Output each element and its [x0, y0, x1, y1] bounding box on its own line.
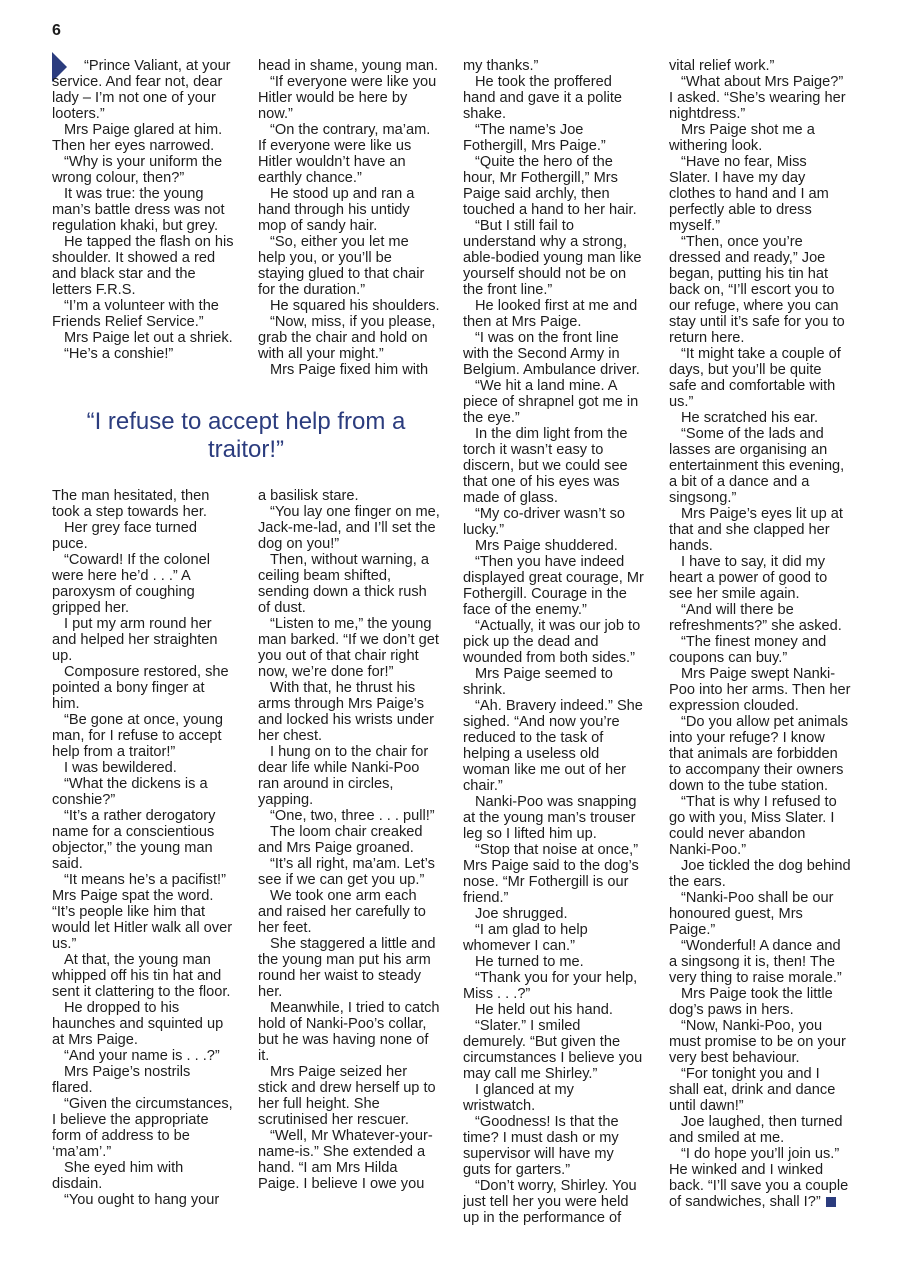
paragraph: “It’s a rather derogatory name for a conscientious objector,” the young man said. — [52, 808, 216, 872]
paragraph: “Why is your uniform the wrong colour, then?” — [52, 154, 223, 186]
paragraph: “We hit a land mine. A piece of shrapnel got me in the eye.” — [463, 378, 639, 426]
paragraph: “Actually, it was our job to pick up the dead and wounded from both sides.” — [463, 618, 641, 666]
paragraph: “For tonight you and I shall eat, drink and dance until dawn!” — [669, 1066, 836, 1114]
paragraph: “Goodness! Is that the time? I must dash or my supervisor will have my guts for garters.” — [463, 1114, 619, 1178]
paragraph: “Given the circumstances, I believe the appropriate form of address to be ‘ma’am’.” — [52, 1096, 233, 1160]
paragraph: He tapped the flash on his shoulder. It showed a red and black star and the letters F.R.S. — [52, 234, 234, 298]
paragraph: Mrs Paige fixed him with — [270, 362, 429, 378]
paragraph: “It’s all right, ma’am. Let’s see if we can get you up.” — [258, 856, 435, 888]
paragraph: “Wonderful! A dance and a singsong it is, then! The very thing to raise morale.” — [669, 938, 842, 986]
paragraph: Mrs Paige took the little dog’s paws in hers. — [669, 986, 833, 1018]
paragraph: Composure restored, she pointed a bony finger at him. — [52, 664, 229, 712]
paragraph: “If everyone were like you Hitler would be here by now.” — [258, 74, 437, 122]
paragraph: “Ah. Bravery indeed.” She sighed. “And now you’re reduced to the task of helping a useless old woman like me out of her chair.” — [463, 698, 643, 794]
paragraph: Then, without warning, a ceiling beam shifted, sending down a thick rush of dust. — [258, 552, 429, 616]
paragraph: Meanwhile, I tried to catch hold of Nanki-Poo’s collar, but he was having none of it. — [258, 1000, 440, 1064]
paragraph: Joe laughed, then turned and smiled at me. — [669, 1114, 843, 1146]
paragraph: She staggered a little and the young man put his arm round her waist to steady her. — [258, 936, 436, 1000]
paragraph: a basilisk stare. — [258, 488, 359, 504]
column-6 — [258, 488, 440, 1192]
paragraph: “You lay one finger on me, Jack-me-lad, and I’ll set the dog on you!” — [258, 504, 440, 552]
paragraph: Mrs Paige glared at him. Then her eyes narrowed. — [52, 122, 223, 154]
paragraph: He dropped to his haunches and squinted up at Mrs Paige. — [52, 1000, 224, 1048]
paragraph: He turned to me. — [475, 954, 584, 970]
paragraph: He stood up and ran a hand through his untidy mop of sandy hair. — [258, 186, 415, 234]
paragraph: my thanks.” — [463, 58, 539, 74]
paragraph: Mrs Paige let out a shriek. — [64, 330, 233, 346]
paragraph: “That is why I refused to go with you, Miss Slater. I could never abandon Nanki-Poo.” — [669, 794, 837, 858]
paragraph: “I was on the front line with the Second Army in Belgium. Ambulance driver. — [463, 330, 640, 378]
paragraph: I hung on to the chair for dear life while Nanki-Poo ran around in circles, yapping. — [258, 744, 429, 808]
paragraph: “Now, Nanki-Poo, you must promise to be on your very best behaviour. — [669, 1018, 846, 1066]
paragraph: “Then you have indeed displayed great courage, Mr Fothergill. Courage in the face of the enemy.” — [463, 554, 644, 618]
paragraph: “One, two, three . . . pull!” — [270, 808, 435, 824]
paragraph: Mrs Paige’s nostrils flared. — [52, 1064, 191, 1096]
paragraph: At that, the young man whipped off his tin hat and sent it clattering to the floor. — [52, 952, 231, 1000]
paragraph: “What about Mrs Paige?” I asked. “She’s wearing her nightdress.” — [669, 74, 846, 122]
paragraph: Mrs Paige shuddered. — [475, 538, 618, 554]
paragraph: “It means he’s a pacifist!” Mrs Paige spat the word. “It’s people like him that would let Hitler walk all over us.” — [52, 872, 233, 952]
paragraph: “Prince Valiant, at your service. And fear not, dear lady – I’m not one of your looters.” — [52, 58, 231, 122]
paragraph: Joe shrugged. — [475, 906, 568, 922]
paragraph: He scratched his ear. — [681, 410, 819, 426]
paragraph: “Some of the lads and lasses are organising an entertainment this evening, a bit of a dance and a singsong.” — [669, 426, 845, 506]
paragraph: “On the contrary, ma’am. If everyone were like us Hitler wouldn’t have an earthly chance.” — [258, 122, 431, 186]
paragraph: “He’s a conshie!” — [64, 346, 174, 362]
paragraph: “Be gone at once, young man, for I refuse to accept help from a traitor!” — [52, 712, 224, 760]
paragraph: Mrs Paige seized her stick and drew herself up to her full height. She scrutinised her rescuer. — [258, 1064, 436, 1128]
paragraph: “Thank you for your help, Miss . . .?” — [463, 970, 638, 1002]
paragraph: “So, either you let me help you, or you’ll be staying glued to that chair for the duration.” — [258, 234, 425, 298]
paragraph: Mrs Paige seemed to shrink. — [463, 666, 613, 698]
paragraph: “Stop that noise at once,” Mrs Paige said to the dog’s nose. “Mr Fothergill is our friend.” — [463, 842, 639, 906]
paragraph: Mrs Paige’s eyes lit up at that and she clapped her hands. — [669, 506, 843, 554]
paragraph: I have to say, it did my heart a power of good to see her smile again. — [669, 554, 828, 602]
paragraph: Mrs Paige shot me a withering look. — [669, 122, 815, 154]
paragraph: “And will there be refreshments?” she asked. — [669, 602, 842, 634]
paragraph: “What the dickens is a conshie?” — [52, 776, 208, 808]
paragraph: “Now, miss, if you please, grab the chair and hold on with all your might.” — [258, 314, 436, 362]
paragraph: We took one arm each and raised her carefully to her feet. — [258, 888, 426, 936]
paragraph: “Do you allow pet animals into your refuge? I know that animals are forbidden to accompany their owners down to the tube station. — [669, 714, 849, 794]
paragraph: “It might take a couple of days, but you’ll be quite safe and comfortable with us.” — [669, 346, 841, 410]
paragraph: “Quite the hero of the hour, Mr Fothergill,” Mrs Paige said archly, then touched a hand to her hair. — [463, 154, 637, 218]
page-number: 6 — [52, 22, 61, 39]
paragraph: Nanki-Poo was snapping at the young man’s trouser leg so I lifted him up. — [463, 794, 637, 842]
paragraph: “Slater.” I smiled demurely. “But given the circumstances I believe you may call me Shirley.” — [463, 1018, 643, 1082]
column-1 — [52, 58, 234, 362]
paragraph: Her grey face turned puce. — [52, 520, 198, 552]
column-3 — [463, 58, 645, 1226]
paragraph: Joe tickled the dog behind the ears. — [669, 858, 851, 890]
paragraph: “Have no fear, Miss Slater. I have my day clothes to hand and I am perfectly able to dress myself.” — [669, 154, 829, 234]
paragraph: vital relief work.” — [669, 58, 775, 74]
paragraph: I put my arm round her and helped her straighten up. — [52, 616, 218, 664]
pull-quote: “I refuse to accept help from a traitor!” — [86, 408, 406, 463]
paragraph: The man hesitated, then took a step towards her. — [52, 488, 210, 520]
paragraph: “Coward! If the colonel were here he’d . . .” A paroxysm of coughing gripped her. — [52, 552, 211, 616]
paragraph: With that, he thrust his arms through Mrs Paige’s and locked his wrists under her chest. — [258, 680, 435, 744]
paragraph: “Then, once you’re dressed and ready,” Joe began, putting his tin hat back on, “I’ll escort you to our refuge, where you can stay until it’s safe for you to return here. — [669, 234, 845, 346]
paragraph: He took the proffered hand and gave it a polite shake. — [463, 74, 623, 122]
paragraph: “I am glad to help whomever I can.” — [463, 922, 588, 954]
column-2 — [258, 58, 440, 378]
paragraph: “Listen to me,” the young man barked. “If we don’t get you out of that chair right now, we’re done for!” — [258, 616, 439, 680]
paragraph: The loom chair creaked and Mrs Paige groaned. — [258, 824, 423, 856]
paragraph: It was true: the young man’s battle dress was not regulation khaki, but grey. — [52, 186, 225, 234]
paragraph: I was bewildered. — [64, 760, 177, 776]
paragraph: “I’m a volunteer with the Friends Relief Service.” — [52, 298, 219, 330]
paragraph: He looked first at me and then at Mrs Paige. — [463, 298, 638, 330]
paragraph: “I do hope you’ll join us.” He winked and I winked back. “I’ll save you a couple of sandwiches, shall I?” — [669, 1146, 849, 1210]
paragraph: “The finest money and coupons can buy.” — [669, 634, 827, 666]
paragraph: He squared his shoulders. — [270, 298, 440, 314]
paragraph: I glanced at my wristwatch. — [463, 1082, 574, 1114]
paragraph: “My co-driver wasn’t so lucky.” — [463, 506, 626, 538]
paragraph: “Nanki-Poo shall be our honoured guest, Mrs Paige.” — [669, 890, 834, 938]
paragraph: “The name’s Joe Fothergill, Mrs Paige.” — [463, 122, 606, 154]
end-of-story-mark — [826, 1197, 836, 1207]
paragraph: She eyed him with disdain. — [52, 1160, 184, 1192]
paragraph: In the dim light from the torch it wasn’t easy to discern, but we could see that one of his eyes was made of glass. — [463, 426, 628, 506]
paragraph: “Well, Mr Whatever-your-name-is.” She extended a hand. “I am Mrs Hilda Paige. I believe I owe you — [258, 1128, 433, 1192]
column-4 — [669, 58, 851, 1210]
paragraph: “But I still fail to understand why a strong, able-bodied young man like yourself should not be on the front line.” — [463, 218, 642, 298]
paragraph: “You ought to hang your — [64, 1192, 220, 1208]
paragraph: head in shame, young man. — [258, 58, 439, 74]
paragraph: Mrs Paige swept Nanki-Poo into her arms. Then her expression clouded. — [669, 666, 851, 714]
paragraph: He held out his hand. — [475, 1002, 613, 1018]
paragraph: “And your name is . . .?” — [64, 1048, 220, 1064]
paragraph: “Don’t worry, Shirley. You just tell her you were held up in the performance of — [463, 1178, 637, 1226]
column-5 — [52, 488, 234, 1208]
